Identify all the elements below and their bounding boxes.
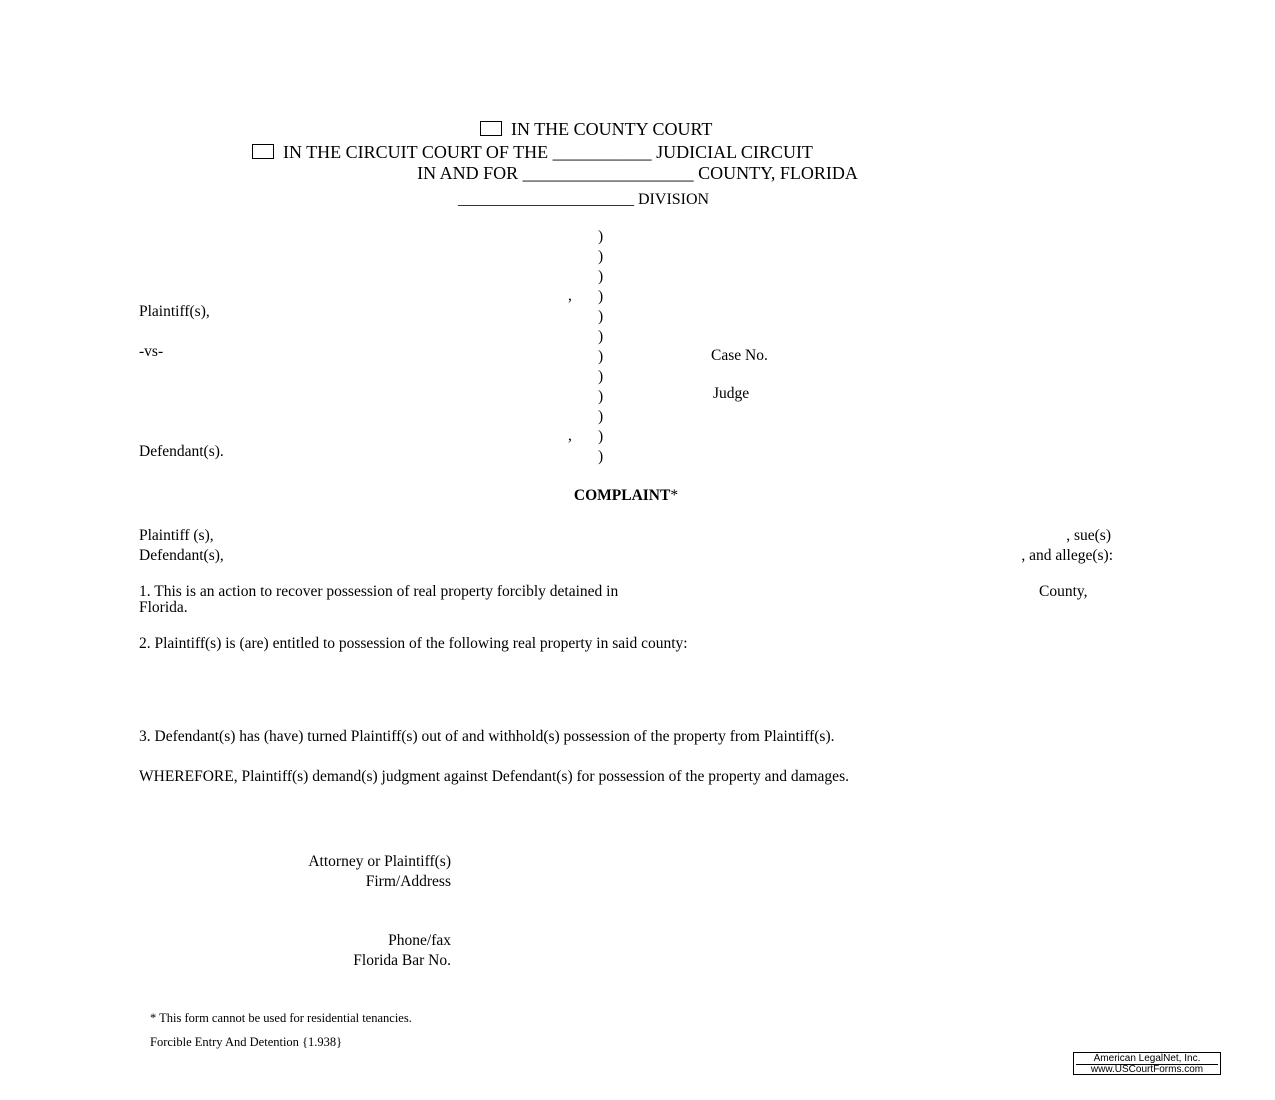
caption-paren: ) bbox=[598, 308, 604, 325]
caption-paren: ) bbox=[598, 348, 604, 365]
plaintiff-name-comma: , bbox=[568, 287, 572, 304]
paragraph-2: 2. Plaintiff(s) is (are) entitled to possession of the following real property in said county: bbox=[139, 635, 688, 652]
vs-label: -vs- bbox=[139, 343, 164, 360]
title-asterisk: * bbox=[670, 487, 679, 504]
stamp-company: American LegalNet, Inc. bbox=[1093, 1053, 1201, 1064]
publisher-stamp bbox=[1073, 1052, 1221, 1075]
caption-paren: ) bbox=[598, 388, 604, 405]
caption-divider bbox=[598, 227, 603, 467]
wherefore-clause: WHEREFORE, Plaintiff(s) demand(s) judgment against Defendant(s) for possession of the property and damages. bbox=[139, 768, 849, 785]
caption-paren: ) bbox=[598, 268, 604, 285]
county-court-option bbox=[480, 119, 712, 139]
defendant-label: Defendant(s). bbox=[139, 443, 224, 460]
signature-firm: Firm/Address bbox=[365, 873, 451, 890]
county-court-label: IN THE COUNTY COURT bbox=[511, 119, 713, 139]
parties-plaintiff: Plaintiff (s), bbox=[139, 527, 214, 544]
county-court-checkbox[interactable] bbox=[480, 121, 502, 136]
division-line: ______________________ DIVISION bbox=[458, 191, 710, 208]
signature-attorney: Attorney or Plaintiff(s) bbox=[308, 853, 451, 870]
in-and-for-line: IN AND FOR ___________________ COUNTY, FLORIDA bbox=[417, 163, 858, 183]
judge-label: Judge bbox=[713, 385, 750, 402]
caption-paren: ) bbox=[598, 288, 604, 305]
parties-alleges: , and allege(s): bbox=[1021, 547, 1113, 564]
footer-note: * This form cannot be used for residential tenancies. bbox=[150, 1011, 412, 1025]
paragraph-1: 1. This is an action to recover possession of real property forcibly detained in bbox=[139, 583, 619, 600]
circuit-court-label: IN THE CIRCUIT COURT OF THE ___________ JUDICIAL CIRCUIT bbox=[283, 142, 813, 162]
caption-paren: ) bbox=[598, 328, 604, 345]
parties-sues: , sue(s) bbox=[1066, 527, 1111, 544]
paragraph-3: 3. Defendant(s) has (have) turned Plaintiff(s) out of and withhold(s) possession of the property from Plaintiff(s). bbox=[139, 728, 835, 745]
circuit-court-checkbox[interactable] bbox=[252, 144, 274, 159]
paragraph-1-florida: Florida. bbox=[139, 599, 188, 616]
caption-paren: ) bbox=[598, 228, 604, 245]
caption-paren: ) bbox=[598, 248, 604, 265]
signature-bar-number: Florida Bar No. bbox=[353, 952, 451, 969]
document-title bbox=[0, 487, 1252, 505]
stamp-url[interactable]: www.USCourtForms.com bbox=[1076, 1064, 1218, 1075]
caption-paren: ) bbox=[598, 408, 604, 425]
caption-paren: ) bbox=[598, 448, 604, 465]
paragraph-1-county: County, bbox=[1039, 583, 1088, 600]
caption-paren: ) bbox=[598, 428, 604, 445]
plaintiff-label: Plaintiff(s), bbox=[139, 303, 210, 320]
footer-form-name: Forcible Entry And Detention {1.938} bbox=[150, 1035, 343, 1049]
defendant-name-comma: , bbox=[568, 427, 572, 444]
complaint-title: COMPLAINT bbox=[573, 487, 671, 504]
caption-paren: ) bbox=[598, 368, 604, 385]
case-number-label: Case No. bbox=[711, 347, 768, 364]
signature-phone: Phone/fax bbox=[388, 932, 451, 949]
parties-defendant: Defendant(s), bbox=[139, 547, 224, 564]
circuit-court-option bbox=[252, 142, 813, 162]
